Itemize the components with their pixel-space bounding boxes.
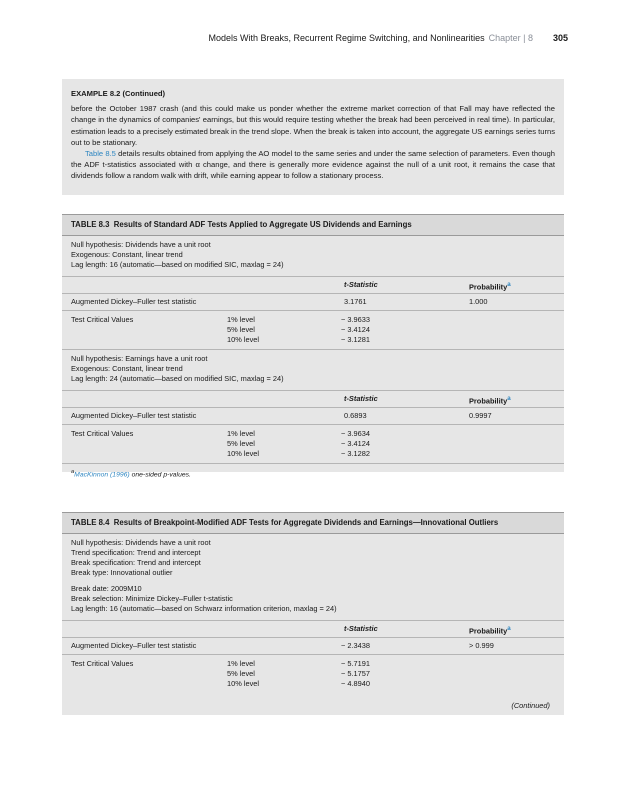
section-info: Null hypothesis: Earnings have a unit root Exogenous: Constant, linear trend Lag length: 24 (automatic—based on modified SIC, maxlag = 24): [71, 354, 284, 383]
column-header-row: t-Statistic Probability$^a$: [62, 620, 564, 638]
running-header: [0, 33, 625, 47]
table-title: TABLE 8.3 Results of Standard ADF Tests Applied to Aggregate US Dividends and Earnings: [62, 214, 564, 236]
example-box: [62, 79, 564, 195]
critical-values-row: Test Critical Values 1% level 5% level 10% level − 3.9633 − 3.4124 − 3.1281: [62, 311, 564, 350]
example-paragraph-2: Table 8.5 details results obtained from applying the AO model to the same series and under the same selection of parameters. Even though the ADF t-statistics associated with α change, and there is generally more evidence against the null of a unit root, it remains the case that dividends follow a random walk with drift, while earning appear to follow a stationary process.: [71, 149, 555, 181]
table-reference-link[interactable]: Table 8.5: [85, 149, 116, 159]
table-title: TABLE 8.4 Results of Breakpoint-Modified ADF Tests for Aggregate Dividends and Earnings—Innovational Outliers: [62, 512, 564, 534]
page-number: 305: [552, 33, 568, 43]
example-title: EXAMPLE 8.2 (Continued): [71, 89, 166, 98]
table-8-3: [62, 214, 564, 479]
column-header-row: t-Statistic Probability$^a$: [62, 390, 564, 408]
table-row: Augmented Dickey–Fuller test statistic 3.1761 1.000: [62, 294, 564, 311]
table-row: Augmented Dickey–Fuller test statistic − 2.3438 > 0.999: [62, 638, 564, 655]
table-row: Augmented Dickey–Fuller test statistic 0.6893 0.9997: [62, 408, 564, 425]
example-paragraph-1: before the October 1987 crash (and this could make us ponder whether the extreme market correction of that Fall may have reflected the change in the dynamics of companies' earnings, but this would require testing whether the break had been perceived in real time). In particular, estimation leads to a precisely estimated break in the trend slope. When the break is taken into account, the aggregate US earnings series turns out to be stationary.: [71, 104, 555, 147]
table-footnote: $^a$MacKinnon (1996) one-sided p-values.: [71, 469, 191, 479]
critical-values-row: Test Critical Values 1% level 5% level 10% level − 3.9634 − 3.4124 − 3.1282: [62, 425, 564, 464]
column-header-row: t-Statistic Probability$^a$: [62, 276, 564, 294]
running-title: Models With Breaks, Recurrent Regime Switching, and Nonlinearities Chapter | 8: [208, 33, 533, 43]
section-info: Null hypothesis: Dividends have a unit root Exogenous: Constant, linear trend Lag length: 16 (automatic—based on modified SIC, maxlag = 24): [71, 240, 284, 269]
continued-label: (Continued): [511, 701, 550, 710]
chapter-label: Chapter | 8: [488, 33, 533, 43]
section-info: Null hypothesis: Dividends have a unit root Trend specification: Trend and intercept Break specification: Trend and intercept Break type: Innovational outlier: [71, 538, 211, 577]
citation-link[interactable]: MacKinnon (1996): [74, 471, 130, 479]
table-8-4: [62, 512, 564, 715]
critical-values-row: Test Critical Values 1% level 5% level 10% level − 5.7191 − 5.1757 − 4.8940: [71, 659, 370, 688]
break-info: Break date: 2009M10 Break selection: Minimize Dickey–Fuller t-statistic Lag length: 16 (automatic—based on Schwarz information criterion, maxlag = 24): [71, 584, 337, 613]
